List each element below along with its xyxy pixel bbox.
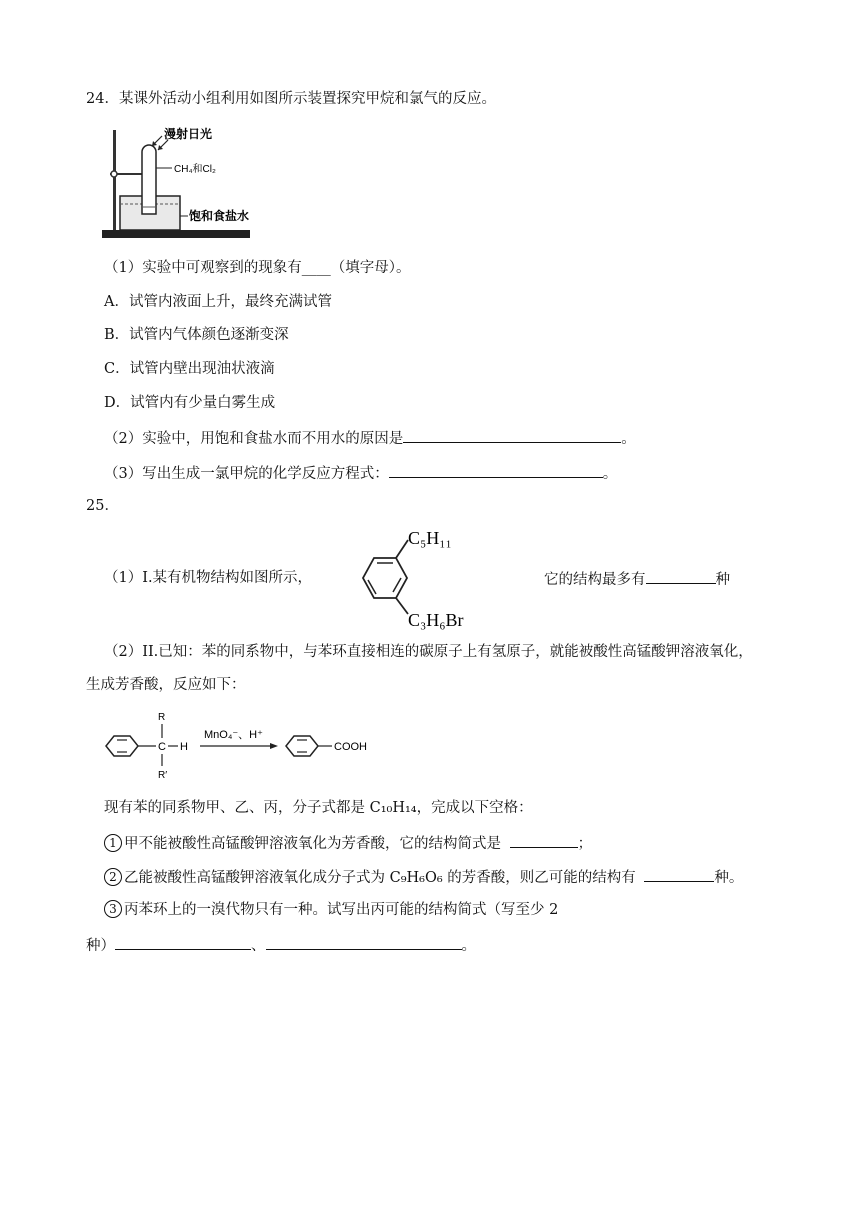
clamp-joint	[111, 171, 117, 177]
q25-sub3-sep: 、	[251, 938, 266, 954]
q25-part1-blank[interactable]	[646, 568, 716, 584]
stand-pole	[113, 130, 116, 230]
q25-sub1-blank[interactable]	[510, 832, 578, 848]
q24-part3-blank[interactable]	[389, 462, 603, 478]
circled-number-3: 3	[104, 900, 122, 918]
reactant-c: C	[158, 741, 166, 753]
q25-sub1-end: ；	[577, 836, 593, 852]
reaction-arrow-head	[270, 743, 278, 749]
q25-sub3-blank-2[interactable]	[266, 934, 462, 950]
q24-part3-end: 。	[602, 466, 618, 482]
q25-part1-post	[544, 568, 730, 590]
q25-sub2	[104, 866, 743, 888]
q25-sub3-line2	[86, 934, 476, 956]
q25-part1-pre: （1）I.某有机物结构如图所示，	[104, 570, 313, 586]
q24-part2-blank[interactable]	[403, 427, 621, 443]
q24-part2-end: 。	[621, 431, 636, 447]
q25-part1-end: 种	[715, 572, 730, 588]
q24-option-b: B．试管内气体颜色逐渐变深	[104, 327, 289, 343]
q24-part3-text: （3）写出生成一氯甲烷的化学反应方程式：	[104, 466, 389, 482]
bond-bottom	[396, 598, 408, 614]
q25-sub2-text: 乙能被酸性高锰酸钾溶液氧化成分子式为 C₉H₆O₆ 的芳香酸，则乙可能的结构有	[124, 870, 636, 886]
q24-part2	[104, 427, 636, 449]
label-light: 漫射日光	[164, 127, 213, 141]
q25-part2-line2: 生成芳香酸，反应如下：	[86, 677, 246, 693]
structure-figure	[344, 522, 504, 630]
q25-sub3-line1	[104, 900, 558, 920]
product-benzene	[286, 736, 318, 756]
bond-top	[396, 540, 408, 558]
q25-sub3-blank-1[interactable]	[115, 934, 251, 950]
q25-sub1	[104, 832, 592, 854]
substituent-c5h11: C₅H₁₁	[408, 528, 452, 548]
q24-part3	[104, 462, 617, 484]
apparatus-figure	[100, 122, 260, 240]
circled-number-2: 2	[104, 868, 122, 886]
reactant-h: H	[180, 741, 188, 753]
q24-number: 24．	[86, 91, 119, 107]
q25-sub1-text: 甲不能被酸性高锰酸钾溶液氧化为芳香酸，它的结构简式是	[124, 836, 501, 852]
q24-stem	[86, 89, 496, 109]
q25-intro: 现有苯的同系物甲、乙、丙，分子式都是 C₁₀H₁₄，完成以下空格：	[104, 800, 533, 816]
q25-sub3-end: 。	[461, 938, 476, 954]
reactant-r: R	[158, 712, 166, 723]
reagent-label: MnO₄⁻、H⁺	[204, 729, 263, 741]
q24-part2-text: （2）实验中，用饱和食盐水而不用水的原因是	[104, 431, 404, 447]
q25-sub3-line2-pre: 种）	[86, 938, 115, 954]
q25-number: 25．	[86, 498, 119, 514]
q25-sub3-text: 丙苯环上的一溴代物只有一种。试写出丙可能的结构简式（写至少 2	[124, 902, 559, 918]
stand-base	[102, 230, 250, 238]
reactant-r-prime: R′	[158, 770, 168, 781]
substituent-c3h6br: C₃H₆Br	[408, 610, 464, 630]
q24-option-a: A．试管内液面上升，最终充满试管	[104, 294, 332, 310]
label-liquid: 饱和食盐水	[189, 209, 250, 223]
q25-sub2-end: 种。	[714, 870, 744, 886]
q25-part2-line1: （2）II.已知：苯的同系物中，与苯环直接相连的碳原子上有氢原子，就能被酸性高锰酸钾溶液氧化，	[104, 644, 753, 660]
test-tube	[142, 145, 156, 214]
q24-option-d: D．试管内有少量白雾生成	[104, 395, 276, 411]
reactant-benzene	[106, 736, 138, 756]
q24-stem-text: 某课外活动小组利用如图所示装置探究甲烷和氯气的反应。	[118, 91, 496, 107]
q25-sub2-blank[interactable]	[644, 866, 714, 882]
label-gas: CH₄和Cl₂	[174, 164, 216, 175]
circled-number-1: 1	[104, 834, 122, 852]
q25-part1-post-text: 它的结构最多有	[544, 572, 646, 588]
product-cooh: COOH	[334, 741, 367, 753]
q24-part1: （1）实验中可观察到的现象有____（填字母）。	[104, 260, 411, 276]
reaction-scheme	[100, 706, 400, 782]
ring-double-bond-3	[368, 580, 376, 594]
q24-option-c: C．试管内壁出现油状液滴	[104, 361, 275, 377]
